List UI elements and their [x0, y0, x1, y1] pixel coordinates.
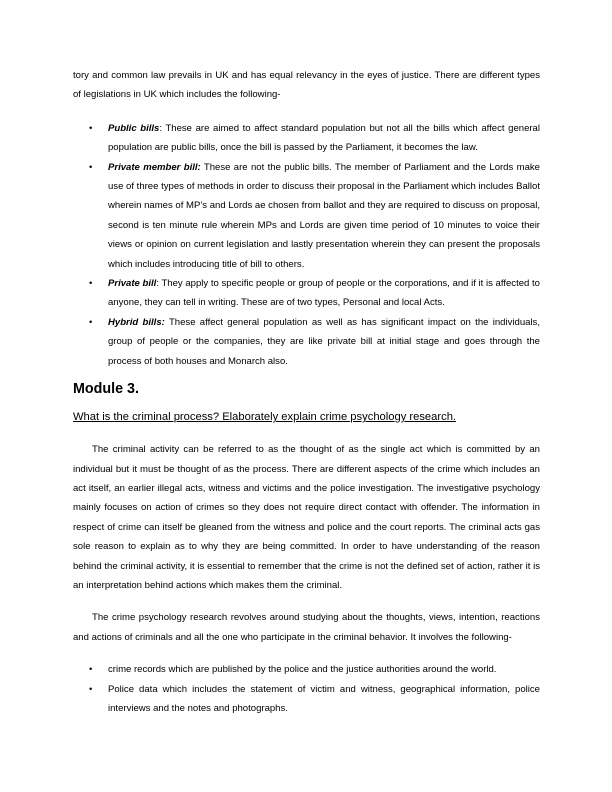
list-item-term: Public bills	[108, 122, 160, 134]
document-page	[73, 66, 540, 718]
crime-psychology-paragraph: The crime psychology research revolves around studying about the thoughts, views, intention, reactions and actions of criminals and all the one who participate in the criminal behavior. It involves the following-	[73, 612, 540, 643]
research-sources-list	[73, 660, 540, 718]
list-item-term: Private member bill:	[108, 161, 201, 173]
list-item	[73, 313, 540, 371]
module-heading: Module 3.	[73, 381, 139, 398]
list-item-text: These affect general population as well as has significant impact on the individuals, group of people or the companies, they are like private bill at initial stage and goes through the process of both houses and Monarch also.	[108, 316, 540, 367]
list-item	[73, 158, 540, 274]
bullet-icon: •	[89, 278, 93, 290]
bullet-icon: •	[89, 316, 93, 328]
list-item-text: crime records which are published by the police and the justice authorities around the world.	[108, 664, 497, 676]
intro-paragraph: tory and common law prevails in UK and has equal relevancy in the eyes of justice. There are different types of legislations in UK which includes the following-	[73, 70, 540, 101]
list-item-text: Police data which includes the statement of victim and witness, geographical information, police interviews and the notes and photographs.	[108, 683, 540, 714]
list-item	[73, 119, 540, 158]
list-item-text: These are not the public bills. The member of Parliament and the Lords make use of three types of methods in order to discuss their proposal in the Parliament which includes Ballot wherein names of MP’s and Lords ae chosen from ballot and they are required to discuss on proposal, second is ten minute rule wherein MPs and Lords are given time period of 10 minutes to voice their views or opinion on current legislation and lastly presentation wherein they can present the proposals which includes introducing title of bill to others.	[108, 161, 540, 270]
list-item-text: : They apply to specific people or group of people or the corporations, and if it is affected to anyone, they can tell in writing. These are of two types, Personal and local Acts.	[108, 278, 540, 309]
list-item	[73, 274, 540, 313]
criminal-activity-paragraph: The criminal activity can be referred to as the thought of as the single act which is committed by an individual but it must be thought of as the process. There are different aspects of the crime which includes an act itself, an earlier illegal acts, witness and victims and the police investigation. The investigative psychology mainly focuses on action of crimes so they does not require direct contact with offender. The information in respect of crime can itself be gleaned from the witness and police and the court reports. The criminal acts gas sole reason to explain as to why they are being committed. In order to have understanding of the reason behind the criminal activity, it is essential to remember that the crime is not the defined set of action, rather it is an interpretation behind actions which makes them the criminal.	[73, 444, 540, 591]
bullet-icon: •	[89, 683, 93, 695]
bullet-icon: •	[89, 161, 93, 173]
list-item-term: Hybrid bills:	[108, 316, 165, 328]
bullet-icon: •	[89, 122, 93, 134]
list-item	[73, 660, 540, 679]
list-item-term: Private bill	[108, 278, 157, 290]
list-item-text: : These are aimed to affect standard population but not all the bills which affect general population are public bills, once the bill is passed by the Parliament, it becomes the law.	[108, 122, 540, 154]
module-question: What is the criminal process? Elaborately explain crime psychology research.	[73, 411, 457, 424]
legislation-types-list	[73, 119, 540, 371]
list-item	[73, 680, 540, 719]
bullet-icon: •	[89, 664, 93, 676]
